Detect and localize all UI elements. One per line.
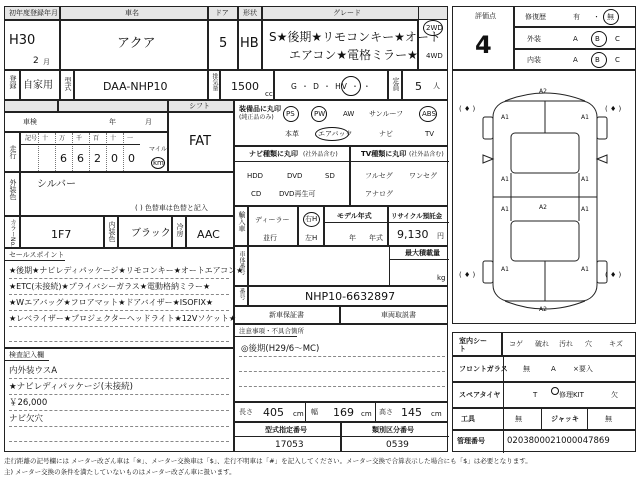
handle-right: 右H — [305, 215, 318, 223]
max-load-cell — [248, 246, 448, 286]
model-year-unit: 年 — [349, 234, 356, 242]
mileage-unit-mile: マイル — [149, 146, 167, 153]
shape-cell — [238, 20, 262, 70]
color-cell — [20, 172, 234, 216]
mileage-grid — [20, 132, 168, 172]
equip-pw: PW — [314, 110, 326, 118]
colorno-label-cell — [4, 216, 20, 248]
length-value: 405 — [263, 406, 284, 419]
model-year-suffix: 年式 — [369, 234, 383, 242]
notes-title: 注意事項・不具合箇所 — [239, 327, 304, 335]
color-no: 1F7 — [51, 228, 72, 241]
spare-missing: 欠 — [611, 391, 618, 399]
fuel-options: G ・ D ・ HV ・ ・ — [291, 82, 372, 91]
tools-label: 工具 — [461, 415, 475, 423]
displacement-label: 排気量 — [211, 73, 218, 91]
room-opt-2: 破れ — [535, 340, 549, 348]
door-label: ドア — [215, 9, 229, 17]
interior-color: ブラック — [131, 228, 171, 239]
mileage-label-cell — [4, 132, 20, 172]
int-a: A — [573, 56, 578, 64]
svg-text:( ♦ ): ( ♦ ) — [459, 271, 476, 279]
jack-value: 無 — [605, 415, 612, 423]
dealer: ディーラー — [255, 216, 290, 224]
capacity-unit: 人 — [433, 82, 440, 90]
svg-text:( ♦ ): ( ♦ ) — [459, 105, 476, 113]
navi-dvd: DVD — [287, 172, 303, 180]
score-label: 評価点 — [475, 12, 496, 20]
score-value: 4 — [475, 31, 492, 59]
use-cell — [20, 70, 60, 100]
navi-cd: CD — [251, 190, 262, 198]
equip-abs: ABS — [422, 110, 436, 118]
interior-grade-row — [514, 49, 636, 70]
inspector-line-4: ナビ欠穴 — [9, 414, 44, 424]
inspection-row — [4, 112, 168, 132]
max-load-label: 最大積載量 — [405, 249, 440, 257]
ac-label: 冷房 — [176, 223, 184, 237]
spacer-header — [4, 100, 58, 112]
damage-mark: A1 — [581, 206, 589, 213]
footer-note-2: 主) メーター交換の条件を満たしていないものはメーター改ざん車に扱います。 — [4, 468, 236, 476]
interior-grade-label: 内装 — [527, 56, 541, 64]
spare-t: T — [533, 391, 538, 399]
model-year-cell — [324, 206, 388, 246]
width-label: 幅 — [311, 408, 318, 416]
spare-kit: 修理KIT — [559, 391, 584, 399]
ext-c: C — [615, 35, 620, 43]
spare-tire-row — [452, 382, 636, 408]
type-designation-cell — [234, 422, 341, 452]
equip-airbag: エアバック — [318, 130, 353, 138]
displacement-unit: cc — [265, 90, 273, 98]
tools-value: 無 — [515, 415, 522, 423]
mileage-digit: 6 — [60, 152, 67, 165]
exterior-grade-row — [514, 27, 636, 49]
capacity-label-cell — [388, 70, 402, 100]
model-label-cell — [60, 70, 74, 100]
room-opt-5: キズ — [609, 340, 623, 348]
mileage-digit: 0 — [111, 152, 118, 165]
shift-cell — [168, 112, 234, 172]
fuel-cell — [274, 70, 388, 100]
drive-2wd: 2WD — [426, 24, 443, 32]
glass-replace: ×要入 — [573, 365, 593, 373]
inspection-label: 車検 — [23, 118, 37, 126]
category-label: 類別区分番号 — [372, 426, 414, 434]
equipment-title: 装備品に丸印 — [239, 105, 281, 113]
front-glass-row — [452, 356, 636, 382]
equip-tv: TV — [425, 130, 435, 138]
tools-row — [452, 408, 636, 430]
category-number: 0539 — [386, 440, 409, 450]
frame-label: 番号 — [238, 288, 245, 300]
load-side-label: 車体番号 — [238, 251, 245, 275]
use-cell-a — [4, 70, 20, 100]
width-value: 169 — [333, 406, 354, 419]
car-name-cell — [60, 20, 208, 70]
mgmt-number: 0203800021000047869 — [507, 436, 610, 446]
frame-number: NHP10-6632897 — [305, 290, 396, 303]
room-opt-1: コゲ — [509, 340, 523, 348]
new-warranty: 新車保証書 — [269, 311, 304, 319]
height-unit: cm — [431, 410, 442, 418]
door-header — [208, 6, 238, 20]
capacity: 5 — [415, 80, 422, 93]
doors-cell — [208, 20, 238, 70]
capacity-cell — [402, 70, 448, 100]
frame-cell — [248, 286, 448, 306]
first-reg-header — [4, 6, 60, 20]
drive-4wd: 4WD — [426, 52, 443, 60]
notes-line-1: ◎後期(H29/6〜MC) — [241, 344, 320, 354]
mileage-digit-header: 一 — [127, 135, 134, 142]
inspector-line-2: ★ナビレディパッケージ(未接続) — [9, 382, 133, 392]
mileage-digit-header: 十 — [42, 135, 49, 142]
room-opt-4: 穴 — [585, 340, 592, 348]
mileage-digit-header: 記号 — [25, 135, 38, 142]
damage-mark: A1 — [501, 206, 509, 213]
shape: HB — [240, 36, 259, 51]
mileage-digit: 0 — [128, 152, 135, 165]
recycle-label: リサイクル預託金 — [391, 212, 443, 220]
repair-sep: ・ — [593, 13, 600, 21]
spare-tire-label: スペアタイヤ — [459, 391, 501, 399]
import-label: 輸入車 — [238, 211, 246, 232]
disp-label-cell — [208, 70, 220, 100]
mileage-digit-header: 十 — [110, 135, 117, 142]
mgmt-label: 管理番号 — [457, 437, 485, 445]
first-reg-month: 2 — [33, 56, 39, 66]
width-unit: cm — [361, 410, 372, 418]
repair-none: 無 — [607, 13, 614, 21]
displacement-cell — [220, 70, 274, 100]
color-no-cell — [20, 216, 104, 248]
interior-color-label: 内装色 — [108, 221, 116, 242]
inspector-box — [4, 348, 234, 452]
displacement: 1500 — [231, 80, 259, 93]
mileage-digit-header: 万 — [59, 135, 66, 142]
jack-label: ジャッキ — [551, 415, 579, 423]
tv-title-note: (社外品含む) — [409, 151, 444, 158]
type-designation-label: 型式指定番号 — [265, 426, 307, 434]
equip-aw: AW — [343, 110, 355, 118]
shift-label: シフト — [189, 102, 210, 110]
damage-mark: A2 — [539, 306, 547, 313]
mileage-digit-header: 千 — [76, 135, 83, 142]
room-options — [502, 332, 636, 356]
room-label: 室内シート — [459, 337, 487, 354]
inspection-year: 年 — [109, 118, 116, 126]
drive-cell — [418, 6, 448, 70]
score-cell — [452, 6, 514, 70]
kei-label: 登録 — [9, 75, 17, 89]
ext-a: A — [573, 35, 578, 43]
equipment-subtitle: (純正品のみ) — [239, 114, 274, 121]
model-code: DAA-NHP10 — [103, 80, 168, 93]
equip-sunroof: サンルーフ — [369, 110, 404, 118]
recycle-cell — [388, 206, 448, 246]
shift-header — [168, 100, 234, 112]
damage-mark: A2 — [539, 88, 547, 95]
footer-note-1: 走行距離の記号欄には メーター改ざん車は「※」、メーター交換車は「$」、走行不明車は「#」を記入してください。メーター交換で合算表示した場合にも「$」は必要となります。 — [4, 457, 532, 465]
damage-mark: A2 — [539, 204, 547, 211]
glass-a: A — [551, 365, 556, 373]
inspector-title: 検査記入欄 — [9, 351, 44, 359]
first-reg-cell — [4, 20, 60, 70]
equip-leather: 本革 — [285, 130, 299, 138]
mileage-unit-km: km — [153, 159, 164, 167]
damage-mark: A1 — [581, 176, 589, 183]
use-type: 自家用 — [23, 80, 53, 91]
inspection-month: 月 — [145, 118, 152, 126]
int-b: B — [595, 56, 600, 64]
glass-none: 無 — [523, 365, 530, 373]
room-opt-3: 汚れ — [559, 340, 573, 348]
max-load-unit: kg — [437, 274, 446, 282]
grade-line-2: エアコン★電格ミラー★ — [289, 48, 418, 62]
damage-mark: A1 — [501, 114, 509, 121]
equip-ps: PS — [286, 110, 295, 118]
auction-sheet — [4, 6, 636, 452]
sales-title: セールスポイント — [9, 251, 65, 259]
first-reg-label: 初年度登録年月 — [9, 9, 58, 17]
color-label: 外装色 — [9, 179, 17, 200]
svg-text:( ♦ ): ( ♦ ) — [605, 271, 622, 279]
sales-line-2: ★ETC(未接続)★プライバシーガラス★電動格納ミラー★ — [9, 282, 211, 291]
recycle-unit: 円 — [437, 232, 444, 240]
damage-mark: A1 — [501, 176, 509, 183]
repair-label: 修復歴 — [525, 13, 546, 21]
capacity-label: 定員 — [392, 77, 400, 91]
color-label-cell — [4, 172, 20, 216]
sales-line-3: ★Wエアバッグ★フロアマット★ドアバイザー★ISOFIX★ — [9, 298, 214, 307]
import-label-cell — [234, 206, 248, 246]
model-year-label: モデル年式 — [337, 212, 372, 220]
equipment-box — [234, 100, 448, 146]
dealer-cell — [248, 206, 298, 246]
mgmt-row — [452, 430, 636, 452]
model-label: 型式 — [64, 77, 72, 91]
mileage-digit: 6 — [77, 152, 84, 165]
vehicle-manual: 車両取説書 — [381, 311, 416, 319]
color-note: ( ) 色替車は色替と記入 — [135, 204, 208, 212]
warranty-cell — [234, 306, 340, 324]
interior-color-label-cell — [104, 216, 118, 248]
svg-text:( ♦ ): ( ♦ ) — [605, 105, 622, 113]
inspector-line-1: 内外装ウスA — [9, 366, 58, 376]
type-designation: 17053 — [275, 440, 304, 450]
damage-mark: A1 — [501, 266, 509, 273]
shape-header — [238, 6, 262, 20]
navi-title-note: (社外品含む) — [303, 151, 338, 158]
tv-box — [350, 146, 448, 206]
parallel: 並行 — [263, 234, 277, 242]
navi-dvd-play: DVD再生可 — [279, 190, 316, 198]
front-glass-label: フロントガラス — [459, 365, 508, 373]
damage-mark: A1 — [581, 114, 589, 121]
height-value: 145 — [401, 406, 422, 419]
length-unit: cm — [293, 410, 304, 418]
color-no-label: カラーNo. — [9, 219, 16, 247]
navi-title: ナビ種類に丸印 — [249, 150, 298, 158]
repair-row — [514, 6, 636, 27]
load-label-cell — [234, 246, 248, 286]
shape-label: 形状 — [243, 9, 257, 17]
height-label: 高さ — [379, 408, 393, 416]
spacer-header-2 — [58, 100, 168, 112]
navi-box — [234, 146, 350, 206]
first-reg-year: H30 — [9, 33, 36, 48]
interior-color-cell — [118, 216, 172, 248]
room-label-cell — [452, 332, 502, 356]
tv-fullseg: フルセグ — [365, 172, 393, 180]
doors: 5 — [219, 36, 228, 51]
grade-label: グレード — [333, 9, 361, 17]
car-outline-diagram — [453, 71, 637, 325]
car-name: アクア — [117, 36, 156, 51]
damage-diagram — [452, 70, 636, 324]
category-cell — [341, 422, 448, 452]
ac-value: AAC — [197, 228, 220, 241]
sales-line-4: ★レベライザー★プロジェクターヘッドライト★12Vソケット★ — [9, 314, 237, 323]
length-label: 長さ — [239, 408, 253, 416]
inspector-line-3: ￥26,000 — [9, 398, 48, 408]
sales-line-1: ★後期★ナビレディパッケージ★リモコンキー★オートエアコン★ — [9, 266, 244, 275]
car-name-header — [60, 6, 208, 20]
spare-kit-dot — [551, 387, 559, 395]
tv-oneseg: ワンセグ — [409, 172, 437, 180]
manual-cell — [340, 306, 448, 324]
exterior-grade-label: 外装 — [527, 35, 541, 43]
handle-left: 左H — [305, 234, 318, 242]
month-unit: 月 — [43, 58, 50, 66]
exterior-color: シルバー — [37, 179, 77, 190]
mileage-digit: 2 — [94, 152, 101, 165]
int-c: C — [615, 56, 620, 64]
frame-label-cell — [234, 286, 248, 306]
ext-b: B — [595, 35, 600, 43]
dimensions-row — [234, 402, 448, 422]
notes-box — [234, 324, 448, 402]
equip-navi: ナビ — [379, 130, 393, 138]
shift-value: FAT — [189, 134, 212, 149]
damage-mark: A1 — [581, 266, 589, 273]
navi-sd: SD — [325, 172, 335, 180]
tv-title: TV種類に丸印 — [361, 150, 407, 158]
car-name-label: 車名 — [125, 9, 139, 17]
repair-has: 有 — [573, 13, 580, 21]
navi-hdd: HDD — [247, 172, 264, 180]
tv-analog: アナログ — [365, 190, 393, 198]
mileage-digit-header: 百 — [93, 135, 100, 142]
handle-cell — [298, 206, 324, 246]
ac-label-cell — [172, 216, 186, 248]
grade-line-1: S★後期★リモコンキー★オート — [269, 30, 441, 44]
ac-cell — [186, 216, 234, 248]
mileage-label: 走行 — [9, 145, 17, 159]
recycle-value: 9,130 — [397, 228, 429, 241]
model-cell — [74, 70, 208, 100]
